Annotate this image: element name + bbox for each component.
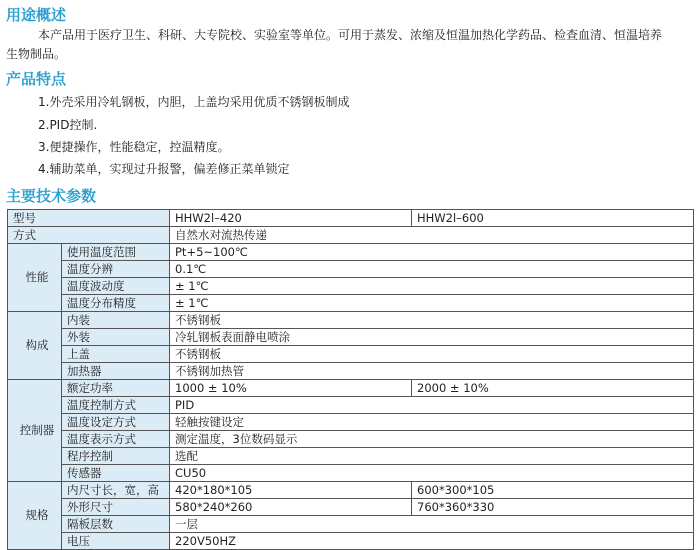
row-value: 不锈钢板 <box>170 346 694 363</box>
usage-heading: 用途概述 <box>6 6 67 24</box>
table-row <box>8 312 694 329</box>
row-label: 温度分辨 <box>62 261 170 278</box>
row-label: 传感器 <box>62 465 170 482</box>
row-label: 外装 <box>62 329 170 346</box>
table-row <box>8 244 694 261</box>
power-value-420: 1000 ± 10% <box>170 380 412 397</box>
group-dimensions: 规格 <box>8 482 62 550</box>
row-label: 内装 <box>62 312 170 329</box>
table-row <box>8 380 694 397</box>
method-value: 自然水对流热传递 <box>170 227 694 244</box>
row-label: 温度控制方式 <box>62 397 170 414</box>
table-row <box>8 465 694 482</box>
group-performance: 性能 <box>8 244 62 312</box>
group-construction: 构成 <box>8 312 62 380</box>
row-label: 温度波动度 <box>62 278 170 295</box>
table-row <box>8 278 694 295</box>
table-row <box>8 448 694 465</box>
feature-item-2: 2.PID控制. <box>38 118 98 132</box>
table-row <box>8 397 694 414</box>
row-value: PID <box>170 397 694 414</box>
row-value: CU50 <box>170 465 694 482</box>
table-row <box>8 482 694 499</box>
row-label: 加热器 <box>62 363 170 380</box>
table-row <box>8 210 694 227</box>
row-value: ± 1℃ <box>170 278 694 295</box>
row-value: 冷轧钢板表面静电喷涂 <box>170 329 694 346</box>
table-row <box>8 227 694 244</box>
row-value: 不锈钢板 <box>170 312 694 329</box>
row-value: ± 1℃ <box>170 295 694 312</box>
outer-size-600: 760*360*330 <box>412 499 694 516</box>
power-value-600: 2000 ± 10% <box>412 380 694 397</box>
voltage-value: 220V50HZ <box>170 533 694 550</box>
usage-text-line2: 生物制品。 <box>6 47 67 61</box>
feature-item-1: 1.外壳采用冷轧钢板，内胆，上盖均采用优质不锈钢板制成 <box>38 95 350 109</box>
inner-size-600: 600*300*105 <box>412 482 694 499</box>
model-label: 型号 <box>8 210 170 227</box>
table-row <box>8 499 694 516</box>
spec-table <box>7 209 694 550</box>
method-label: 方式 <box>8 227 170 244</box>
power-label: 额定功率 <box>62 380 170 397</box>
outer-size-label: 外形尺寸 <box>62 499 170 516</box>
row-value: 选配 <box>170 448 694 465</box>
outer-size-420: 580*240*260 <box>170 499 412 516</box>
inner-size-label: 内尺寸长，宽，高 <box>62 482 170 499</box>
row-label: 温度设定方式 <box>62 414 170 431</box>
table-row <box>8 414 694 431</box>
shelf-label: 隔板层数 <box>62 516 170 533</box>
table-row <box>8 295 694 312</box>
table-row <box>8 346 694 363</box>
model-600: HHW2l–600 <box>412 210 694 227</box>
group-controller: 控制器 <box>8 380 62 482</box>
table-row <box>8 363 694 380</box>
inner-size-420: 420*180*105 <box>170 482 412 499</box>
row-label: 使用温度范围 <box>62 244 170 261</box>
table-row <box>8 261 694 278</box>
table-row <box>8 431 694 448</box>
feature-item-4: 4.辅助菜单，实现过升报警，偏差修正菜单锁定 <box>38 162 290 176</box>
shelf-value: 一层 <box>170 516 694 533</box>
row-value: 测定温度，3位数码显示 <box>170 431 694 448</box>
features-heading: 产品特点 <box>6 70 67 88</box>
model-420: HHW2l–420 <box>170 210 412 227</box>
row-value: 0.1℃ <box>170 261 694 278</box>
table-row <box>8 329 694 346</box>
row-label: 上盖 <box>62 346 170 363</box>
voltage-label: 电压 <box>62 533 170 550</box>
usage-text-line1: 本产品用于医疗卫生、科研、大专院校、实验室等单位。可用于蒸发、浓缩及恒温加热化学药品、检查血清、恒温培养 <box>38 28 663 42</box>
specs-heading: 主要技术参数 <box>6 187 97 205</box>
row-label: 程序控制 <box>62 448 170 465</box>
row-value: Pt+5~100℃ <box>170 244 694 261</box>
feature-item-3: 3.便捷操作，性能稳定，控温精度。 <box>38 140 230 154</box>
table-row <box>8 516 694 533</box>
row-value: 不锈钢加热管 <box>170 363 694 380</box>
row-label: 温度分布精度 <box>62 295 170 312</box>
row-label: 温度表示方式 <box>62 431 170 448</box>
row-value: 轻触按键设定 <box>170 414 694 431</box>
